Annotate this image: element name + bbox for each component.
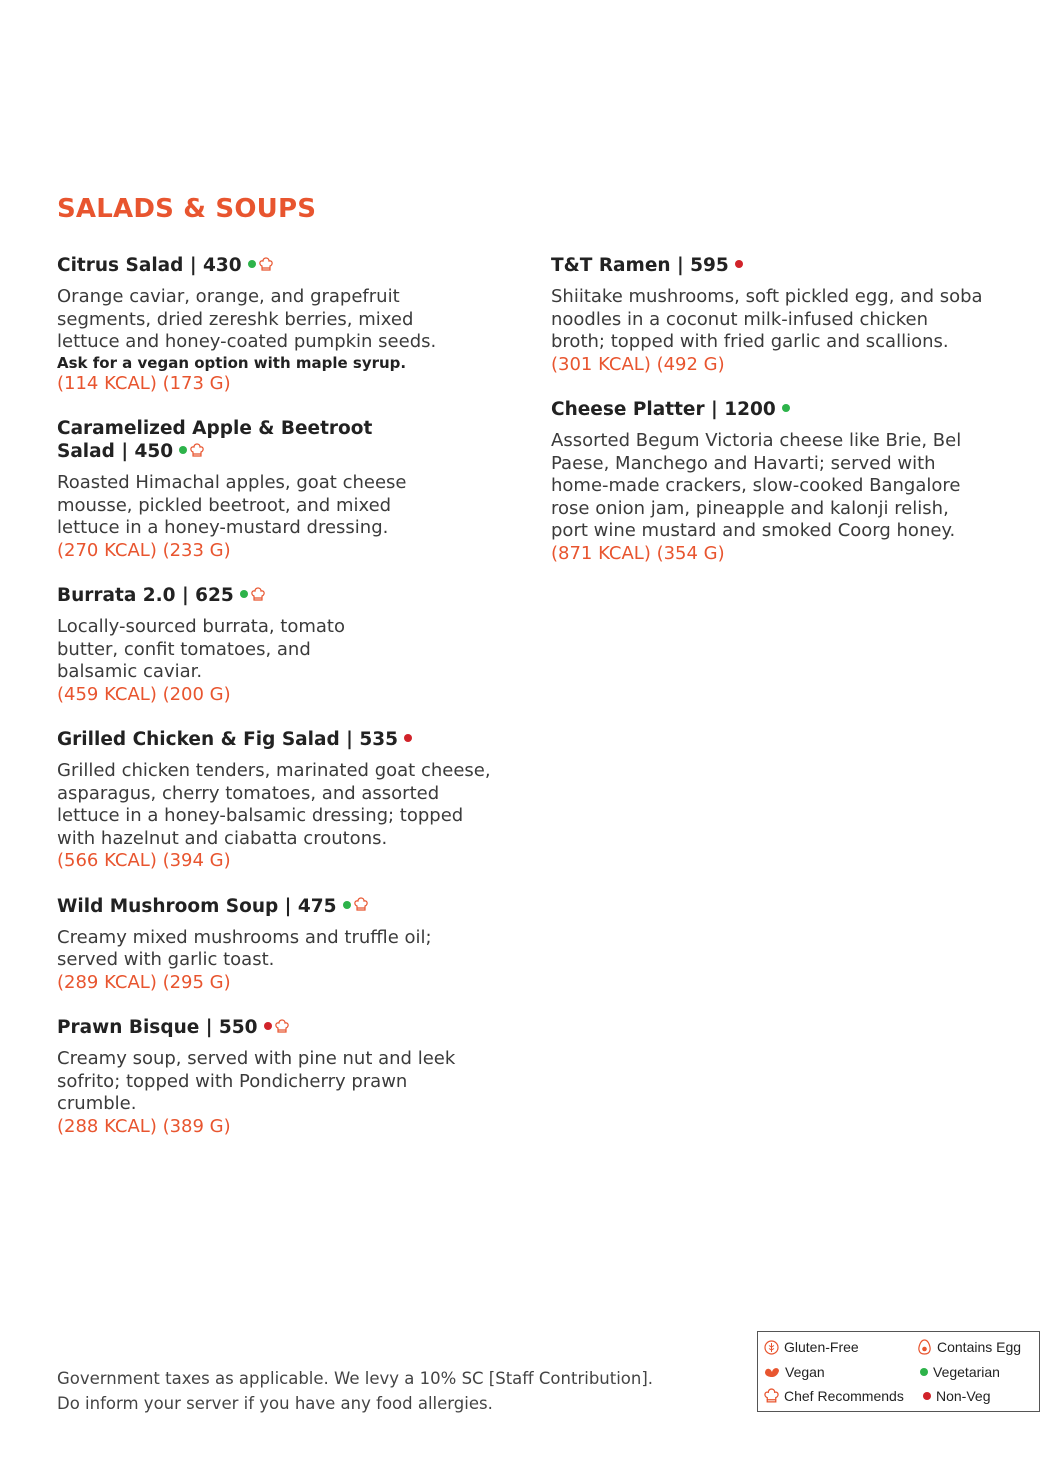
chef-hat-icon bbox=[764, 1388, 779, 1404]
item-name: Citrus Salad | 430 bbox=[57, 254, 527, 277]
vegetarian-dot-icon bbox=[248, 260, 256, 268]
leaf-icon bbox=[764, 1365, 780, 1379]
chef-hat-icon bbox=[259, 257, 273, 272]
menu-item bbox=[551, 398, 1021, 565]
legend-gluten-free: Gluten-Free bbox=[764, 1339, 859, 1355]
item-nutrition: (114 KCAL) (173 G) bbox=[57, 372, 231, 394]
item-nutrition: (566 KCAL) (394 G) bbox=[57, 850, 231, 871]
chef-hat-icon bbox=[354, 897, 368, 912]
non-veg-dot-icon bbox=[404, 734, 412, 742]
item-description: Creamy mixed mushrooms and truffle oil; served with garlic toast. bbox=[57, 926, 432, 970]
item-note: Ask for a vegan option with maple syrup. bbox=[57, 353, 407, 372]
menu-item bbox=[57, 584, 527, 706]
item-name: Grilled Chicken & Fig Salad | 535 bbox=[57, 728, 527, 751]
item-name: Cheese Platter | 1200 bbox=[551, 398, 1021, 421]
chef-hat-icon bbox=[190, 443, 204, 458]
menu-item bbox=[57, 254, 527, 395]
chef-hat-icon bbox=[251, 587, 265, 602]
item-description: Assorted Begum Victoria cheese like Brie, Bel Paese, Manchego and Havarti; served with home-made crackers, slow-cooked Bangalore rose onion jam, pineapple and kalonji relish, port wine mustard and smoked Coorg honey. bbox=[551, 430, 962, 541]
item-nutrition: (270 KCAL) (233 G) bbox=[57, 539, 231, 561]
menu-item bbox=[57, 1016, 527, 1138]
non-veg-dot-icon bbox=[264, 1022, 272, 1030]
right-column bbox=[551, 254, 1021, 587]
vegetarian-dot-icon bbox=[782, 404, 790, 412]
non-veg-dot-icon bbox=[735, 260, 743, 268]
non-veg-dot-icon bbox=[923, 1392, 931, 1400]
legend-contains-egg: Contains Egg bbox=[917, 1339, 1021, 1355]
item-nutrition: (289 KCAL) (295 G) bbox=[57, 971, 231, 993]
menu-item bbox=[57, 417, 527, 562]
chef-hat-icon bbox=[275, 1019, 289, 1034]
footer-allergy-line: Do inform your server if you have any food allergies. bbox=[57, 1394, 493, 1413]
legend-chef-recommends: Chef Recommends bbox=[764, 1388, 904, 1404]
menu-item bbox=[57, 895, 527, 995]
item-nutrition: (871 KCAL) (354 G) bbox=[551, 542, 725, 564]
vegetarian-dot-icon bbox=[179, 446, 187, 454]
item-description: Grilled chicken tenders, marinated goat cheese, asparagus, cherry tomatoes, and assorted lettuce in a honey-balsamic dressing; topped with hazelnut and ciabatta croutons. bbox=[57, 760, 491, 849]
legend-non-veg: Non-Veg bbox=[923, 1388, 990, 1404]
menu-item bbox=[551, 254, 1021, 376]
vegetarian-dot-icon bbox=[240, 590, 248, 598]
item-name: Caramelized Apple & Beetroot Salad | 450 bbox=[57, 418, 373, 462]
item-nutrition: (459 KCAL) (200 G) bbox=[57, 683, 231, 705]
item-description: Orange caviar, orange, and grapefruit segments, dried zereshk berries, mixed lettuce and honey-coated pumpkin seeds. bbox=[57, 286, 437, 352]
footer-tax-line: Government taxes as applicable. We levy a 10% SC [Staff Contribution]. bbox=[57, 1369, 654, 1388]
item-name: Prawn Bisque | 550 bbox=[57, 1016, 527, 1039]
item-description: Shiitake mushrooms, soft pickled egg, and soba noodles in a coconut milk-infused chicken broth; topped with fried garlic and scallions. bbox=[551, 286, 983, 352]
egg-icon bbox=[917, 1339, 932, 1355]
item-name: Burrata 2.0 | 625 bbox=[57, 584, 527, 607]
vegetarian-dot-icon bbox=[920, 1368, 928, 1376]
vegetarian-dot-icon bbox=[343, 901, 351, 909]
item-name: T&T Ramen | 595 bbox=[551, 254, 1021, 277]
legend-vegan: Vegan bbox=[764, 1364, 825, 1380]
item-nutrition: (288 KCAL) (389 G) bbox=[57, 1115, 231, 1137]
item-name: Wild Mushroom Soup | 475 bbox=[57, 895, 527, 918]
item-description: Roasted Himachal apples, goat cheese mousse, pickled beetroot, and mixed lettuce in a honey-mustard dressing. bbox=[57, 472, 407, 538]
dietary-legend bbox=[757, 1331, 1040, 1412]
legend-vegetarian: Vegetarian bbox=[920, 1364, 1000, 1380]
item-description: Locally-sourced burrata, tomato butter, confit tomatoes, and balsamic caviar. bbox=[57, 616, 345, 682]
gluten-free-icon bbox=[764, 1340, 779, 1355]
left-column bbox=[57, 254, 527, 1160]
item-description: Creamy soup, served with pine nut and leek sofrito; topped with Pondicherry prawn crumble. bbox=[57, 1048, 456, 1114]
item-nutrition: (301 KCAL) (492 G) bbox=[551, 353, 725, 375]
footer-note bbox=[57, 1366, 653, 1416]
section-title: SALADS & SOUPS bbox=[57, 194, 317, 224]
menu-item bbox=[57, 728, 527, 873]
